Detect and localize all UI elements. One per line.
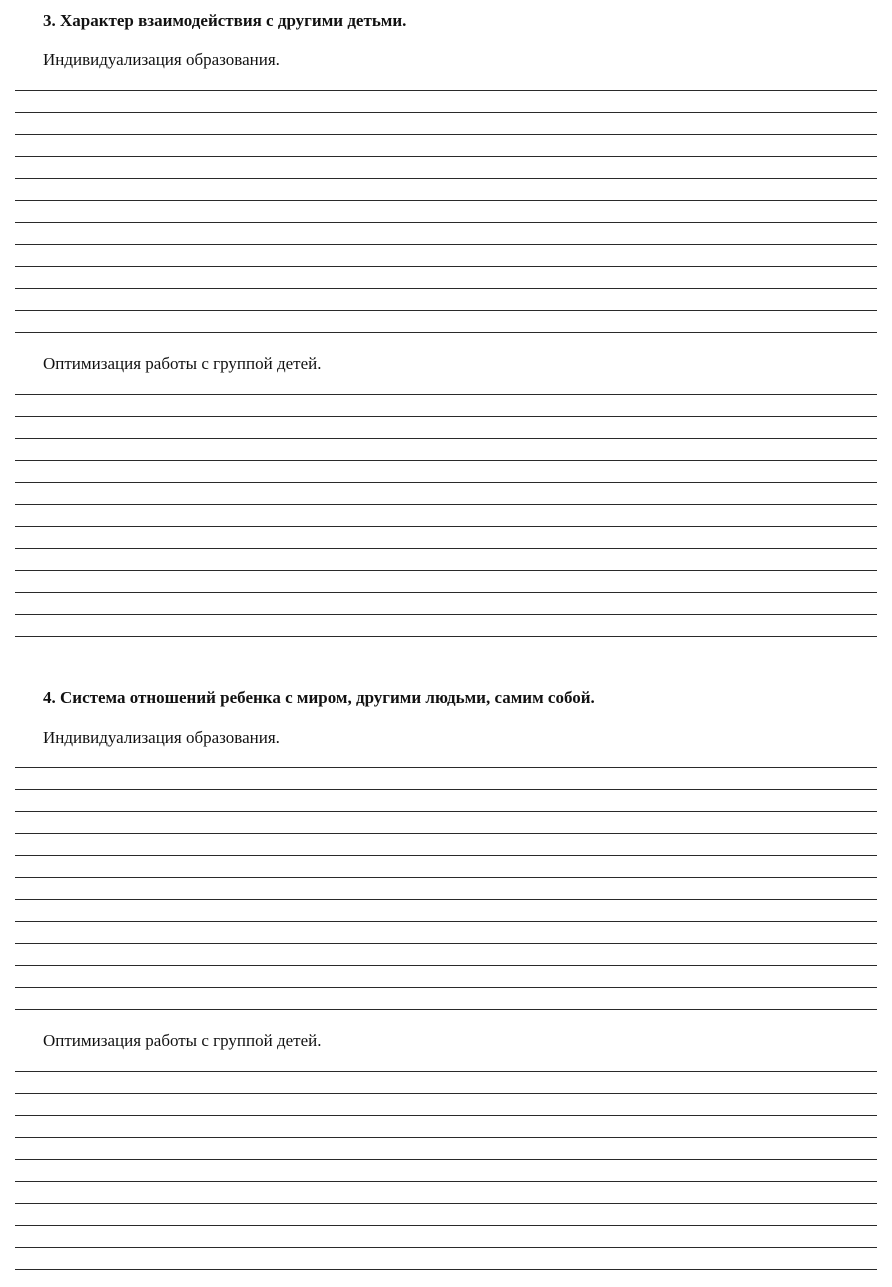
writing-line [15, 592, 877, 593]
writing-line [15, 965, 877, 966]
writing-line [15, 548, 877, 549]
writing-line [15, 416, 877, 417]
section-4-group-work-label: Оптимизация работы с группой детей. [43, 1031, 322, 1050]
writing-line [15, 1115, 877, 1116]
writing-line [15, 855, 877, 856]
writing-line [15, 438, 877, 439]
writing-line [15, 90, 877, 91]
writing-line [15, 526, 877, 527]
writing-line [15, 789, 877, 790]
writing-line [15, 112, 877, 113]
section-4-individualization-label: Индивидуализация образования. [43, 728, 280, 747]
writing-line [15, 460, 877, 461]
writing-line [15, 987, 877, 988]
section-4-heading: 4. Система отношений ребенка с миром, другими людьми, самим собой. [43, 688, 595, 707]
writing-line [15, 570, 877, 571]
writing-line [15, 1269, 877, 1270]
writing-line [15, 394, 877, 395]
writing-line [15, 1093, 877, 1094]
writing-line [15, 482, 877, 483]
writing-line [15, 877, 877, 878]
writing-line [15, 178, 877, 179]
writing-line [15, 614, 877, 615]
writing-line [15, 244, 877, 245]
writing-line [15, 200, 877, 201]
writing-line [15, 811, 877, 812]
writing-line [15, 134, 877, 135]
writing-line [15, 833, 877, 834]
writing-line [15, 636, 877, 637]
writing-line [15, 899, 877, 900]
writing-line [15, 1181, 877, 1182]
section-3-group-work-label: Оптимизация работы с группой детей. [43, 354, 322, 373]
writing-line [15, 767, 877, 768]
writing-line [15, 943, 877, 944]
section-3-individualization-label: Индивидуализация образования. [43, 50, 280, 69]
writing-line [15, 1203, 877, 1204]
writing-line [15, 504, 877, 505]
writing-line [15, 266, 877, 267]
writing-line [15, 1071, 877, 1072]
section-3-heading: 3. Характер взаимодействия с другими детьми. [43, 11, 407, 30]
writing-line [15, 1009, 877, 1010]
writing-line [15, 921, 877, 922]
writing-line [15, 1225, 877, 1226]
writing-line [15, 156, 877, 157]
writing-line [15, 1159, 877, 1160]
writing-line [15, 222, 877, 223]
writing-line [15, 332, 877, 333]
writing-line [15, 1247, 877, 1248]
writing-line [15, 310, 877, 311]
writing-line [15, 1137, 877, 1138]
writing-line [15, 288, 877, 289]
